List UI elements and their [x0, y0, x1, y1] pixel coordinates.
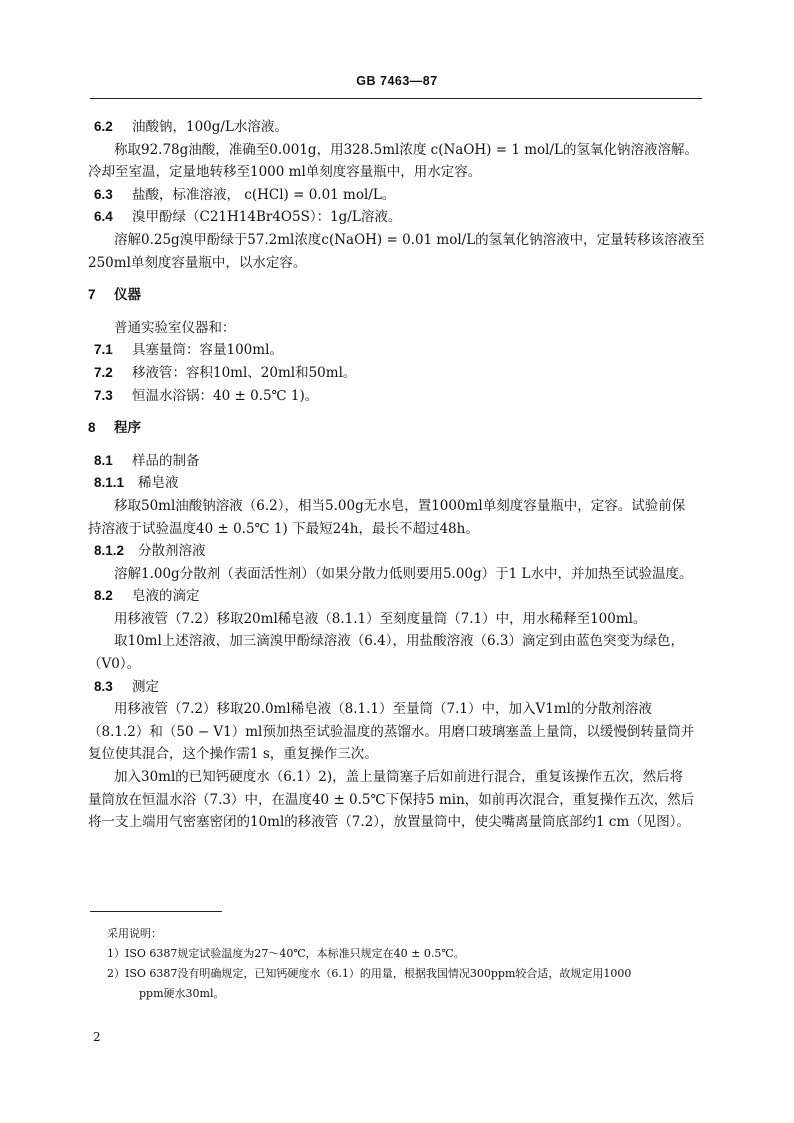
clause-title: 测定	[132, 678, 159, 695]
clause-7-3	[88, 385, 708, 408]
clause-title: 油酸钠，100g/L水溶液。	[132, 119, 288, 135]
clause-text: 恒温水浴锅：40 ± 0.5℃ 1)。	[132, 387, 319, 404]
clause-8-1-2-heading	[88, 540, 708, 563]
paragraph-line: 持溶液于试验温度40 ± 0.5℃ 1) 下最短24h，最长不超过48h。	[88, 520, 479, 537]
clause-text: 具塞量筒：容量100ml。	[132, 342, 283, 359]
footnote-2: 2）ISO 6387没有明确规定，已知钙硬度水（6.1）的用量，根据我国情况300ppm较合适，故规定用1000	[107, 967, 632, 980]
footnote-2-continued: ppm硬水30ml。	[139, 987, 225, 1000]
clause-number: 8.1	[94, 452, 113, 468]
clause-number: 6.2	[94, 119, 113, 134]
paragraph-line: 溶解0.25g溴甲酚绿于57.2ml浓度c(NaOH) = 0.01 mol/L的氢氧化钠溶液中，定量转移该溶液至	[114, 231, 705, 248]
paragraph-line: （8.1.2）和（50 − V1）ml预加热至试验温度的蒸馏水。用磨口玻璃塞盖上量筒，以缓慢倒转量筒并	[88, 723, 695, 740]
clause-number: 8.3	[94, 678, 113, 694]
clause-text: 移液管：容积10ml、20ml和50ml。	[132, 364, 357, 381]
section-number: 7	[88, 287, 96, 303]
paragraph-line: 普通实验室仪器和：	[114, 319, 236, 336]
paragraph-line: 用移液管（7.2）移取20.0ml稀皂液（8.1.1）至量筒（7.1）中，加入V1ml的分散剂溶液	[114, 701, 652, 718]
clause-title: 皂液的滴定	[132, 588, 200, 605]
clause-number: 7.2	[94, 364, 113, 380]
clause-6-2-heading	[88, 116, 708, 139]
clause-title: 样品的制备	[132, 452, 200, 469]
paragraph-line: 溶解1.00g分散剂（表面活性剂）（如果分散力低则要用5.00g）于1 L水中，并加热至试验温度。	[114, 565, 693, 582]
clause-7-2	[88, 362, 708, 385]
clause-8-2-heading	[88, 585, 708, 608]
clause-number: 6.4	[94, 209, 113, 225]
section-number: 8	[88, 420, 96, 436]
header-rule	[90, 98, 702, 99]
clause-number: 6.3	[94, 186, 113, 202]
paragraph-line: 250ml单刻度容量瓶中，以水定容。	[88, 254, 307, 271]
footnotes	[107, 924, 707, 1004]
paragraph-line: 将一支上端用气密塞密闭的10ml的移液管（7.2），放置量筒中，使尖嘴离量筒底部约1 cm（见图）。	[88, 814, 691, 831]
clause-number: 8.1.2	[94, 543, 125, 559]
footnote-title: 采用说明：	[107, 927, 162, 940]
paragraph-line: （V0）。	[88, 656, 141, 673]
clause-title: 分散剂溶液	[138, 543, 206, 560]
clause-7-1	[88, 339, 708, 362]
body-content	[88, 116, 708, 834]
section-title: 仪器	[114, 287, 141, 303]
paragraph-line: 用移液管（7.2）移取20ml稀皂液（8.1.1）至刻度量筒（7.1）中，用水稀释至100ml。	[114, 610, 647, 627]
clause-6-4-heading	[88, 206, 708, 229]
section-title: 程序	[114, 420, 141, 436]
paragraph-line: 称取92.78g油酸，准确至0.001g，用328.5ml浓度 c(NaOH) = 1 mol/L的氢氧化钠溶液溶解。	[114, 141, 698, 158]
clause-number: 7.3	[94, 387, 113, 403]
clause-text: 盐酸，标准溶液， c(HCl) = 0.01 mol/L。	[132, 186, 396, 203]
paragraph-line: 量筒放在恒温水浴（7.3）中，在温度40 ± 0.5℃下保持5 min，如前再次混合，重复操作五次，然后	[88, 791, 695, 808]
page-number: 2	[93, 1030, 101, 1044]
clause-8-1-1-heading	[88, 472, 708, 495]
clause-text: 溴甲酚绿（C21H14Br4O5S）：1g/L溶液。	[132, 209, 402, 226]
paragraph-line: 取10ml上述溶液，加三滴溴甲酚绿溶液（6.4），用盐酸溶液（6.3）滴定到由蓝色突变为绿色，	[114, 633, 684, 650]
footnote-rule	[90, 911, 222, 912]
clause-number: 8.1.1	[94, 475, 125, 491]
paragraph-line: 加入30ml的已知钙硬度水（6.1）2)，盖上量筒塞子后如前进行混合，重复该操作五次，然后将	[114, 769, 684, 786]
paragraph-line: 复位使其混合，这个操作需1 s，重复操作三次。	[88, 746, 378, 763]
clause-6-3	[88, 184, 708, 207]
section-7-heading	[88, 284, 708, 307]
page-header-title: GB 7463—87	[356, 74, 438, 88]
section-8-heading	[88, 417, 708, 440]
clause-8-1-heading	[88, 450, 708, 473]
clause-number: 7.1	[94, 342, 113, 358]
paragraph-line: 冷却至室温，定量地转移至1000 ml单刻度容量瓶中，用水定容。	[88, 164, 482, 181]
footnote-1: 1）ISO 6387规定试验温度为27～40℃，本标准只规定在40 ± 0.5℃。	[107, 947, 465, 960]
clause-title: 稀皂液	[138, 475, 179, 492]
clause-number: 8.2	[94, 588, 113, 604]
paragraph-line: 移取50ml油酸钠溶液（6.2），相当5.00g无水皂，置1000ml单刻度容量瓶中，定容。试验前保	[114, 497, 686, 514]
clause-8-3-heading	[88, 676, 708, 699]
